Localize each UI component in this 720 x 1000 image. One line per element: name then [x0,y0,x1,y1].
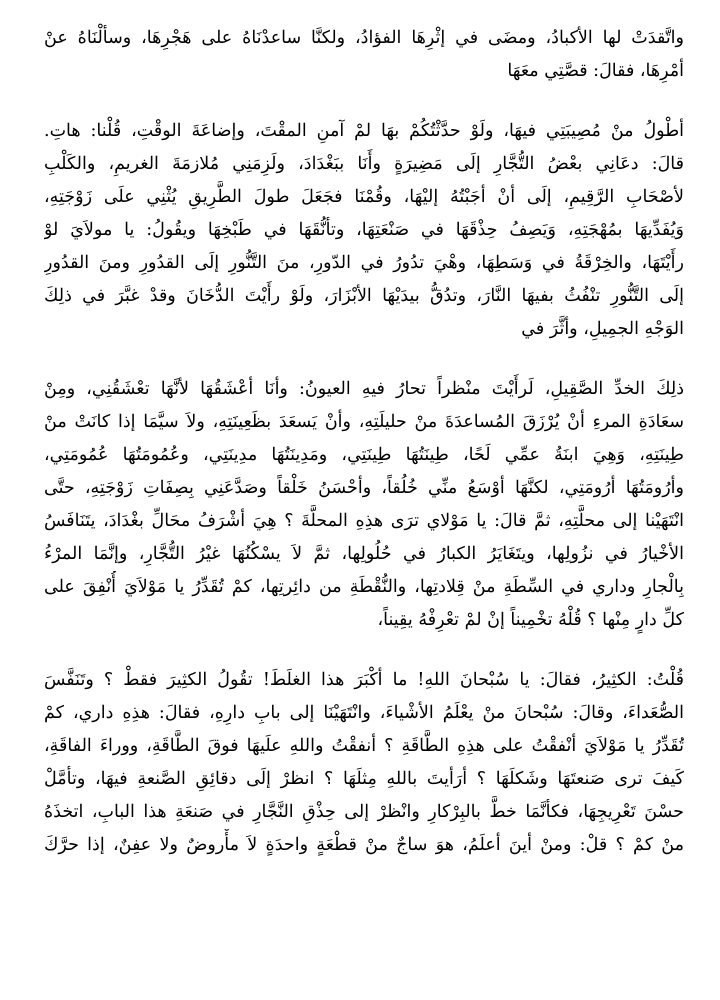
text-line: ذلِكَ الخدِّ الصَّقِيلِ، لَرأَيْتَ منْظراً تحارُ فيهِ العيونُ: وأنَا أعْشَقُهَا لأنَّهَا تعْشَقُنِي، ومِنْ [44,379,684,399]
text-line: أطْولُ منْ مُصِيبَتِي فيهَا، ولَوْ حدَّثْتُكُمْ بهَا لمْ آمنِ المقْتَ، وإضاعَةَ الوقْتِ، قُلْنا: هاتِ. [44,121,684,141]
text-line: منْ كمْ ؟ قلْ: ومنْ أينَ أعلَمُ، هوَ ساجٌ منْ قطْعَةٍ واحدَةٍ لاَ مأْروضٌ ولا عفِنٌ، إذا حرَّكَ [44,835,684,855]
text-line: تُقَدِّرُ يا مَوْلاَيَ أنْفقْتُ على هذِهِ الطَّاقَةِ ؟ أنفقْتُ واللهِ علَيهَا فوقَ الطَّاقَةِ، ووراءَ الفاقَةِ، [44,736,684,756]
text-line: انْتَهَيْنا إلى محلَّتِهِ، ثمَّ قالَ: يا مَوْلاي ترَى هذِهِ المحلَّةَ ؟ هِيَ أشْرَفُ محَالِّ بغْدَادَ، يتَنَافَسُ [44,511,684,531]
text-line: قُلْتُ: الكثِيرُ، فقالَ: يا سُبْحانَ اللهِ! ما أكْبَرَ هذا الغلَطَ! تقُولُ الكثِيرَ فقطْ ؟ وتَنَفَّسَ [44,670,684,690]
text-line: الوَجْهِ الجمِيلِ، وأثَّرَ في [521,319,684,339]
text-line: وَيُفَدِّيهَا بمُهْجَتِهِ، وَيَصِفُ حِذْقَهَا في صَنْعَتِهَا، وتأنُّقَهَا في طَبْخِهَا ويقُولُ: يا مولاَيَ لوْ [44,220,684,240]
text-line: قالَ: دعَانِي بعْضُ التُّجَّارِ إلَى مَضِيرَةٍ وأَنَا ببَغْدَادَ، ولَزِمَنِي مُلازمَةَ الغريمِ، والكَلْبِ [44,154,684,174]
text-line: سعَادَةِ المرءِ أنْ يُرْزَقَ المُساعدَةَ منْ حليلَتِهِ، وأنْ يَسعَدَ بظَعِينَتِهِ، ولاَ سيَّمَا إذا كانَتْ منْ [44,412,684,432]
text-line: طِينَتِهِ، وَهِيَ ابنَةُ عمِّي لَحًا، طِينَتُهَا طِينَتِي، ومَدِينَتُهَا مدِينَتِي، وعُمُومَتُهَا عُمُومَتِي، [44,445,684,465]
paragraph-3 [44,373,684,637]
text-line: وأرُومَتُهَا أرُومَتِي، لكنَّهَا أوْسَعُ منِّي خُلُقاً، وأحْسَنُ خَلْقاً وصَدَّعَنِي بِصِفَاتِ زَوْجَتِهِ، حتَّى [44,478,684,498]
paragraph-gap [44,346,684,373]
text-line: الأخْيارُ في نزُولِها، ويتَغَايَرُ الكبارُ في حُلُولِها، ثمَّ لاَ يسْكُنُهَا غيْرُ التُّجَّارِ، وإنَّمَا المرْءُ [44,544,684,564]
paragraph-2 [44,115,684,346]
text-line: كَيفَ ترى صَنعتَهَا وشَكلَهَا ؟ أرَأيتَ باللهِ مِثلَهَا ؟ انظرْ إلَى دقائِقِ الصَّنعةِ فيهَا، وتأمَّلْ [44,769,684,789]
text-line: كلِّ دارٍ مِنْها ؟ قُلْهُ تخْمِيناً إنْ لمْ تعْرِفْهُ يقِيناً، [377,610,684,630]
text-line: لأصْحَابِ الرَّقِيمِ، إلَى أنْ أجَبْتُهُ إليْهَا، وقُمْنَا فجَعَلَ طولَ الطَّرِيقِ يُثْنِي علَى زَوْجَتِهِ، [44,187,684,207]
paragraph-4 [44,664,684,862]
text-line: واتَّقدَتْ لها الأكبادُ، ومضَى في إثْرِهَا الفؤادُ، ولكنَّا ساعدْنَاهُ على هَجْرِهَا، وسألْنَاهُ عنْ [44,28,684,48]
document-page [44,22,684,862]
text-line: إلَى التَّنُّورِ تنْفُثُ بفيهَا النَّارَ، وتدُقُّ بيدَيْهَا الأبْزَارَ، ولَوْ رأَيْتَ الدُّخَانَ وقدْ غبَّرَ في ذلِكَ [44,286,684,306]
text-line: بِالْجارِ وداري في السِّطَةِ منْ قِلادتِها، والنُّقْطَةِ من دائِرتِها، كمْ تُقَدِّرُ يا مَوْلاَيَ أُنْفِقَ على [44,577,684,597]
text-line: رأَيْتَهَا، والخِرْقَةُ في وَسَطِهَا، وهْيَ تدُورُ في الدّورِ، منَ التَّنُّورِ إلَى القدُورِ ومنَ القدُورِ [44,253,684,273]
paragraph-1 [44,22,684,88]
text-line: أمْرِهَا، فقالَ: قصَّتِي معَهَا [507,61,684,81]
paragraph-gap [44,637,684,664]
text-line: حسْنَ تَعْرِيجِهَا، فكأنَّمَا خطَّ بالبِرْكارِ وانْظرْ إلى حِذْقِ النَّجَّارِ في صَنعَةِ هذا البابِ، اتخذَهُ [44,802,684,822]
text-line: الصُّعَداءَ، وقالَ: سُبْحانَ منْ يعْلَمُ الأشْياءَ، وانْتَهَيْنَا إلى بابِ دارِهِ، فقالَ: هذِهِ داري، كمْ [44,703,684,723]
paragraph-gap [44,88,684,115]
